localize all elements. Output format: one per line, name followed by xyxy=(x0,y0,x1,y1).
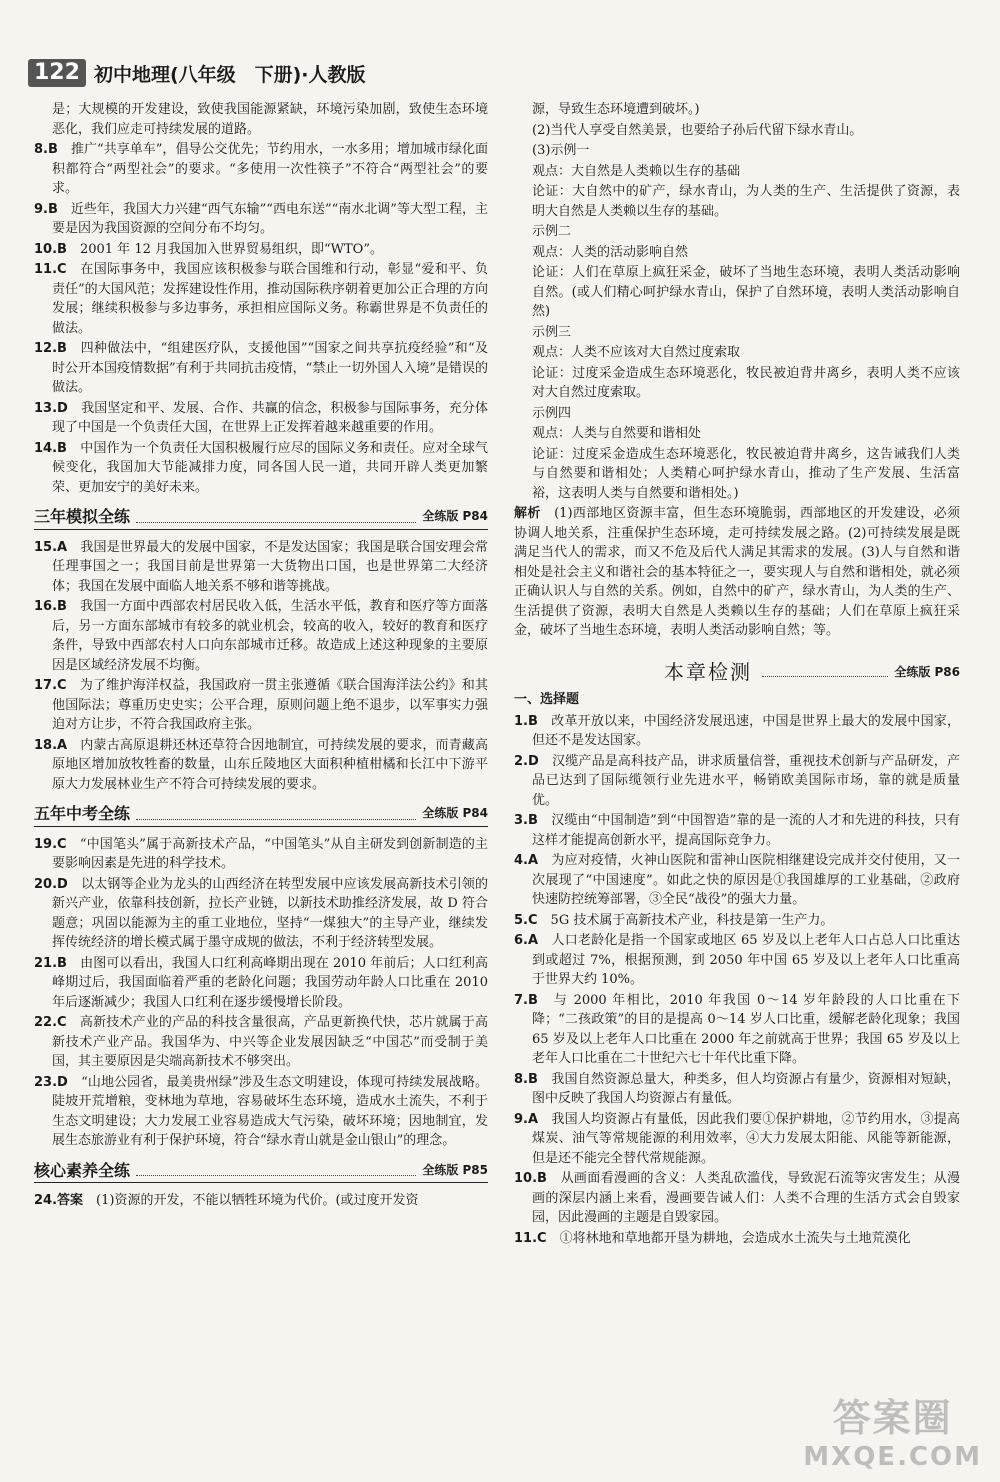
answer-item: 1.B 改革开放以来，中国经济发展迅速，中国是世界上最大的发展中国家，但还不是发达国家。 xyxy=(514,713,960,748)
leader-dots xyxy=(136,522,416,523)
section-header xyxy=(34,507,488,530)
answer-item: 3.B 汉缆由“中国制造”到“中国智造”靠的是一流的人才和先进的科技，只有这样才能提高创新水平，提高国际竞争力。 xyxy=(514,813,960,848)
example-heading: 示例四 xyxy=(532,405,572,421)
answer-part: (2)当代人享受自然美景，也要给子孙后代留下绿水青山。 xyxy=(532,122,863,138)
page-header xyxy=(28,56,366,90)
right-column xyxy=(514,100,960,1249)
answer-item: 14.B 中国作为一个负责任大国积极履行应尽的国际义务和责任。应对全球气候变化，我国加大节能减排力度，同各国人民一道，共同开辟人类更加繁荣、更加安宁的美好未来。 xyxy=(34,440,488,495)
leader-dots xyxy=(762,676,888,677)
answer-item: 20.D 以太钢等企业为龙头的山西经济在转型发展中应该发展高新技术引领的新兴产业，依靠科技创新，拉长产业链，以新技术助推经济发展，故 D 符合题意；巩固以能源为主的重工业地位，坚持“一煤独大”的主导产业，继续发挥传统经济的增长模式属于墨守成规的做法，不利于经济转型发展。 xyxy=(34,876,488,950)
example-argument: 论证：人们在草原上疯狂采金，破坏了当地生态环境，表明人类活动影响自然。(或人们精心呵护绿水青山，保护了自然环境，表明人类活动影响自然) xyxy=(532,265,960,319)
answer-item: 8.B 我国自然资源总量大，种类多，但人均资源占有量少，资源相对短缺，图中反映了我国人均资源占有量低。 xyxy=(514,1071,960,1106)
page-number: 122 xyxy=(28,59,86,87)
subsection-title: 一、选择题 xyxy=(514,692,580,707)
answer-item: 19.C “中国笔头”属于高新技术产品，“中国笔头”从自主研发到创新制造的主要影响因素是先进的科学技术。 xyxy=(34,836,488,871)
book-title: 初中地理(八年级 下册)·人教版 xyxy=(93,63,366,86)
example-argument: 论证：大自然中的矿产，绿水青山，为人类的生产、生活提供了资源，表明大自然是人类赖以生存的基础。 xyxy=(532,184,960,219)
section-reference: 全练版 P85 xyxy=(422,1162,488,1177)
section-reference: 全练版 P84 xyxy=(422,806,488,820)
answer-item: 13.D 我国坚定和平、发展、合作、共赢的信念，积极参与国际事务，充分体现了中国是一个负责任大国，在世界上正发挥着越来越重要的作用。 xyxy=(34,400,488,435)
answer-item: 9.B 近些年，我国大力兴建“西气东输”“西电东送”“南水北调”等大型工程，主要是因为我国资源的空间分布不均匀。 xyxy=(34,201,488,236)
left-column xyxy=(34,100,488,1212)
example-viewpoint: 观点：人类与自然要和谐相处 xyxy=(532,426,702,441)
answer-item: 15.A 我国是世界最大的发展中国家，不是发达国家；我国是联合国安理会常任理事国之一；我国目前是世界第一大货物出口国，也是世界第二大经济体；我国在发展中面临人地关系不够和谐等挑战。 xyxy=(34,539,488,594)
example-heading: 示例三 xyxy=(532,324,572,340)
section-reference: 全练版 P84 xyxy=(422,509,488,523)
example-argument: 论证：过度采金造成生态环境恶化，牧民被迫背井离乡，表明人类不应该对大自然过度索取。 xyxy=(532,365,960,400)
answer-item: 4.A 为应对疫情，火神山医院和雷神山医院相继建设完成并交付使用，又一次展现了“中国速度”。如此之快的原因是①我国雄厚的工业基础，②政府快速防控统筹部署，③全民“战役”的强大力量。 xyxy=(514,853,960,907)
answer-item: 18.A 内蒙古高原退耕还林还草符合因地制宜，可持续发展的要求，而青藏高原地区增加放牧牲畜的数量，山东丘陵地区大面积种植柑橘和长江中下游平原大力发展林业生产不符合可持续发展的要求。 xyxy=(34,737,488,792)
answer-item: 6.A 人口老龄化是指一个国家或地区 65 岁及以上老年人口占总人口比重达到或超过 7%，根据预测，到 2050 年中国 65 岁及以上老年人口比重高于世界大约 10%。 xyxy=(514,933,960,987)
answer-item: 2.D 汉缆产品是高科技产品，讲求质量信誉，重视技术创新与产品研发，产品已达到了国际缆领行业先进水平，畅销欧美国际市场，靠的就是质量优。 xyxy=(514,753,960,808)
analysis: 解析 (1)西部地区资源丰富，但生态环境脆弱，西部地区的开发建设，必须协调人地关系，注重保护生态环境，走可持续发展之路。(2)可持续发展是既满足当代人的需求，而又不危及后代人满足其需求的发展。(3)人与自然和谐相处是社会主义和谐社会的基本特征之一，要实现人与自然和谐相处，就必须正确认识人与自然的关系。例如，自然中的矿产，绿水青山，为人类的生产、生活提供了资源，表明大自然是人类赖以生存的基础；人们在草原上疯狂采金，破坏了当地生态环境，表明人类活动影响自然；等。 xyxy=(514,506,960,638)
answer-item: 11.C 在国际事务中，我国应该积极参与联合国维和行动，彰显“爱和平、负责任”的大国风范；发挥建设性作用，推动国际秩序朝着更加公正合理的方向发展；继续积极参与多边事务，承担相应国际义务。称霸世界是不负责任的做法。 xyxy=(34,262,488,336)
example-argument: 论证：过度采金造成生态环境恶化，牧民被迫背井离乡，这告诫我们人类与自然要和谐相处；人类精心呵护绿水青山，推动了生产发展、生活富裕，这表明人类与自然要和谐相处。) xyxy=(532,446,960,501)
chapter-reference: 全练版 P86 xyxy=(894,664,960,679)
answer-item: 11.C ①将林地和草地都开垦为耕地，会造成水土流失与土地荒漠化 xyxy=(514,1230,911,1246)
answer-continuation: 是；大规模的开发建设，致使我国能源紧缺，环境污染加剧，致使生态环境恶化，我们应走可持续发展的道路。 xyxy=(52,102,488,137)
example-heading: 示例二 xyxy=(532,224,572,239)
answer-item: 10.B 从画面看漫画的含义：人类乱砍滥伐，导致泥石流等灾害发生；从漫画的深层内涵上来看，漫画要告诫人们：人类不合理的生活方式会自毁家园，因此漫画的主题是自毁家园。 xyxy=(514,1171,960,1225)
answer-part: (3)示例一 xyxy=(532,143,590,158)
answer-item: 7.B 与 2000 年相比，2010 年我国 0～14 岁年龄段的人口比重在下降；“二孩政策”的目的是提高 0～14 岁人口比重，缓解老龄化现象；我国 65 岁及以上老年人口比重在 2000 年之前就高于世界；我国 65 岁及以上老年人口比重在二十世纪六七十年代比重下降。 xyxy=(514,992,960,1066)
chapter-header xyxy=(514,659,960,684)
chapter-title: 本章检测 xyxy=(664,659,752,684)
example-viewpoint: 观点：大自然是人类赖以生存的基础 xyxy=(532,163,741,179)
answer-item: 23.D “山地公园省，最美贵州绿”涉及生态文明建设，体现可持续发展战略。陡坡开荒增粮，变林地为草地，容易破坏生态环境，造成水土流失，不利于生态文明建设；大力发展工业容易造成大气污染，破坏环境；因地制宜，发展生态旅游业有利于保护环境，符合“绿水青山就是金山银山”的理念。 xyxy=(34,1074,488,1148)
section-header xyxy=(34,1161,488,1184)
section-title: 五年中考全练 xyxy=(34,804,131,823)
answer-continuation: 源，导致生态环境遭到破坏。) xyxy=(532,102,700,117)
answer-item: 22.C 高新技术产业的产品的科技含量很高，产品更新换代快，芯片就属于高新技术产业产品。我国华为、中兴等企业发展因缺乏“中国芯”而受制于美国，其主要原因是尖端高新技术不够突出。 xyxy=(34,1015,488,1069)
answer-item: 21.B 由图可以看出，我国人口红利高峰期出现在 2010 年前后；人口红利高峰期过后，我国面临着严重的老龄化问题；我国劳动年龄人口比重在 2010 年后逐渐减少；我国人口红利在逐步缓慢增长阶段。 xyxy=(34,955,488,1010)
answer-item: 24.答案 (1)资源的开发，不能以牺牲环境为代价。(或过度开发资 xyxy=(34,1193,419,1208)
answer-item: 17.C 为了维护海洋权益，我国政府一贯主张遵循《联合国海洋法公约》和其他国际法；尊重历史史实；公平合理，原则问题上绝不退步，以军事实力强迫对方让步，不符合我国政府主张。 xyxy=(34,678,488,732)
answer-item: 10.B 2001 年 12 月我国加入世界贸易组织，即“WTO”。 xyxy=(34,241,383,257)
example-viewpoint: 观点：人类不应该对大自然过度索取 xyxy=(532,345,741,360)
example-viewpoint: 观点：人类的活动影响自然 xyxy=(532,244,689,260)
answer-item: 16.B 我国一方面中西部农村居民收入低，生活水平低，教育和医疗等方面落后，另一方面东部城市有较多的就业机会，较高的收入，较好的教育和医疗条件，导致中西部农村人口向东部城市迁移。故造成上述这种现象的主要原因是区域经济发展不均衡。 xyxy=(34,599,488,673)
answer-item: 9.A 我国人均资源占有量低，因此我们要①保护耕地，②节约用水，③提高煤炭、油气等常规能源的利用效率，④大力发展太阳能、风能等新能源，但是还不能完全替代常规能源。 xyxy=(514,1111,960,1166)
section-title: 核心素养全练 xyxy=(34,1160,131,1180)
answer-item: 5.C 5G 技术属于高新技术产业，科技是第一生产力。 xyxy=(514,912,834,928)
section-header xyxy=(34,804,488,827)
section-title: 三年模拟全练 xyxy=(34,507,131,526)
answer-item: 8.B 推广“共享单车”，倡导公交优先；节约用水，一水多用；增加城市绿化面积都符合“两型社会”的要求。“多使用一次性筷子”不符合“两型社会”的要求。 xyxy=(34,142,488,196)
leader-dots xyxy=(136,1175,416,1176)
leader-dots xyxy=(136,819,416,820)
answer-item: 12.B 四种做法中，“组建医疗队，支援他国”“国家之间共享抗疫经验”和“及时公开本国疫情数据”有利于共同抗击疫情，“禁止一切外国人入境”是错误的做法。 xyxy=(34,341,488,395)
watermark-logo: 答案圈 MXQE.COM xyxy=(803,1396,982,1472)
